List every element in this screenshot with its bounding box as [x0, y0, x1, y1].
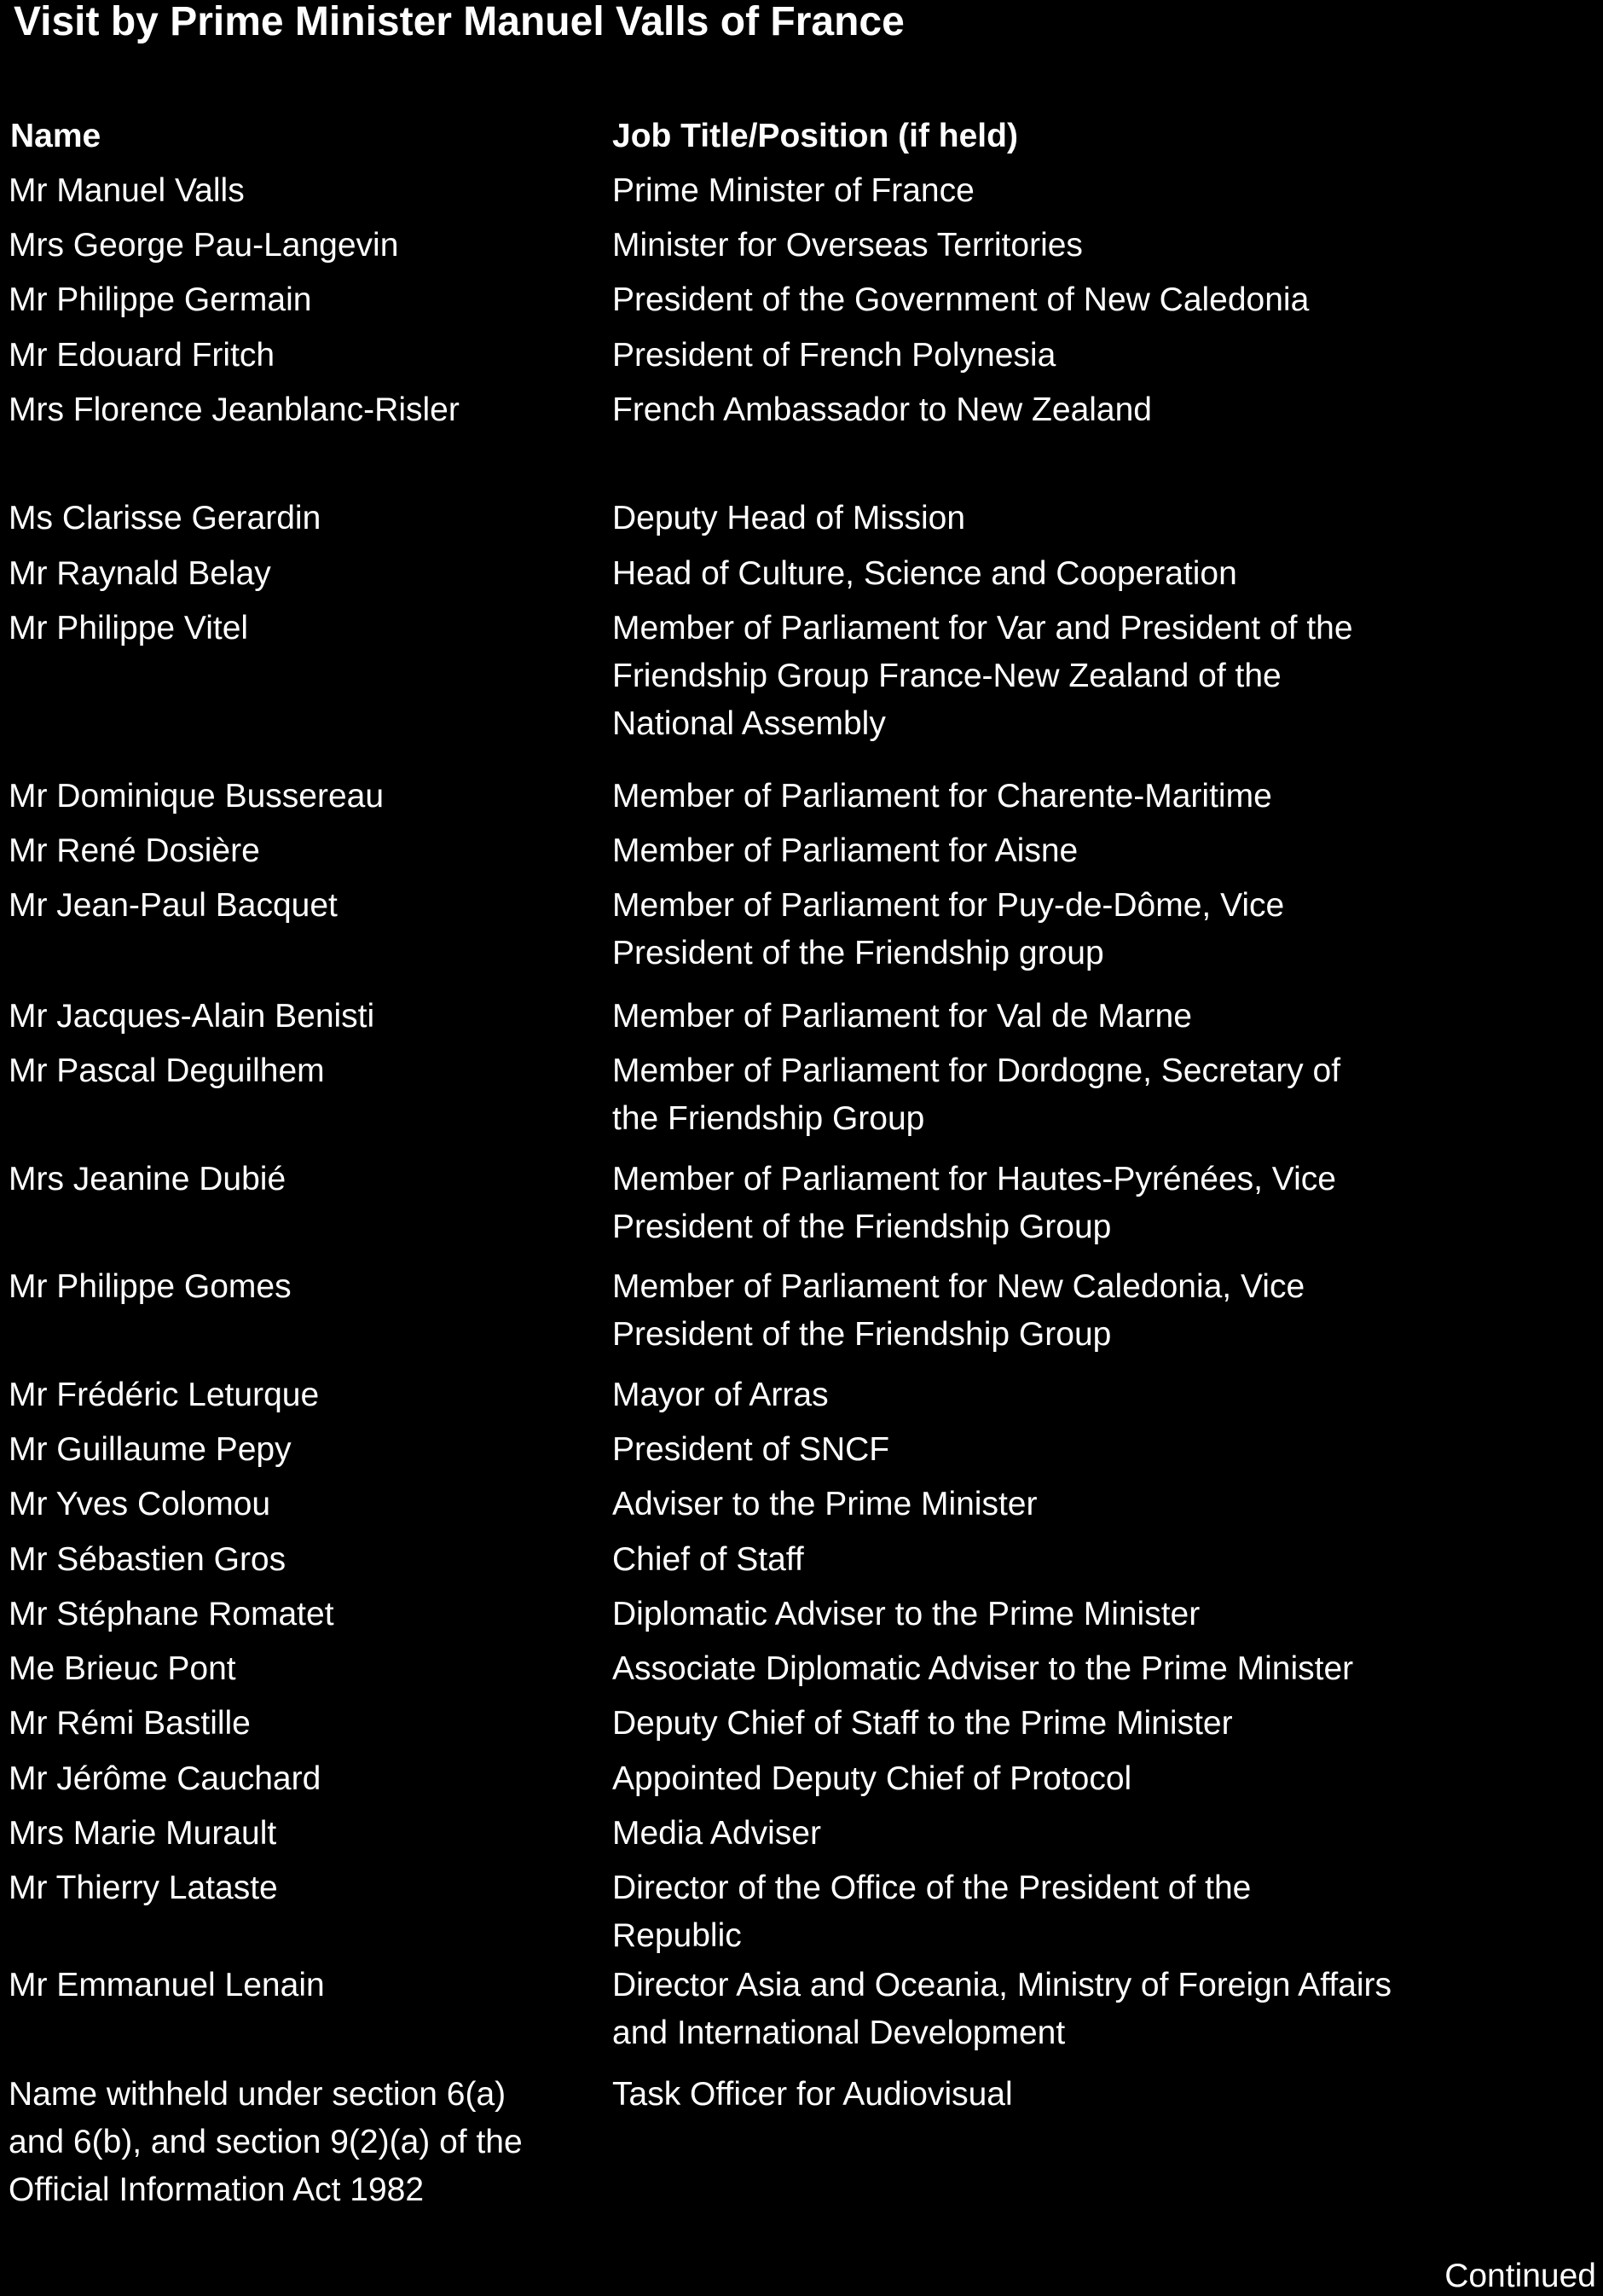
attendee-name: Mr Thierry Lataste: [9, 1870, 278, 1906]
attendee-position: Chief of Staff: [612, 1541, 804, 1578]
attendee-position: Member of Parliament for Puy-de-Dôme, Vice President of the Friendship group: [612, 887, 1285, 971]
attendee-name: Mr Pascal Deguilhem: [9, 1052, 325, 1089]
attendee-position: Diplomatic Adviser to the Prime Minister: [612, 1596, 1201, 1632]
attendee-name: Mr Edouard Fritch: [9, 337, 275, 374]
attendee-name: Ms Clarisse Gerardin: [9, 500, 321, 536]
attendee-name: Mr Sébastien Gros: [9, 1541, 286, 1578]
attendee-position: Deputy Chief of Staff to the Prime Minister: [612, 1705, 1233, 1742]
column-headers: [0, 116, 1603, 157]
attendee-position: Director of the Office of the President of the Republic: [612, 1870, 1252, 1954]
attendee-name: Mr Philippe Gomes: [9, 1268, 292, 1305]
attendee-name: Mr Frédéric Leturque: [9, 1377, 320, 1413]
attendee-position: Mayor of Arras: [612, 1377, 829, 1413]
attendee-name: Mrs Marie Murault: [9, 1815, 277, 1852]
attendee-position: Media Adviser: [612, 1815, 821, 1852]
attendee-position: Member of Parliament for Charente-Maritime: [612, 778, 1272, 815]
attendee-position: Associate Diplomatic Adviser to the Prime Minister: [612, 1650, 1354, 1687]
attendee-name: Mr Philippe Vitel: [9, 610, 249, 646]
attendee-name: Mr Jacques-Alain Benisti: [9, 998, 375, 1035]
attendee-name: Mr Emmanuel Lenain: [9, 1967, 325, 2003]
attendee-name: Mr Stéphane Romatet: [9, 1596, 334, 1632]
attendee-name: Name withheld under section 6(a) and 6(b), and section 9(2)(a) of the Official Information Act 1982: [9, 2076, 523, 2208]
attendee-position: French Ambassador to New Zealand: [612, 391, 1152, 428]
attendee-position: President of French Polynesia: [612, 337, 1056, 374]
name-column-header: Name: [10, 118, 101, 154]
attendee-name: Mrs Florence Jeanblanc-Risler: [9, 391, 460, 428]
attendee-name: Mr Jérôme Cauchard: [9, 1760, 321, 1797]
attendee-position: Member of Parliament for Aisne: [612, 832, 1079, 869]
attendee-position: Appointed Deputy Chief of Protocol: [612, 1760, 1132, 1797]
attendee-name: Mr Jean-Paul Bacquet: [9, 887, 338, 924]
attendee-position: Minister for Overseas Territories: [612, 227, 1083, 264]
attendee-position: Director Asia and Oceania, Ministry of Foreign Affairs and International Development: [612, 1967, 1392, 2051]
attendee-position: Member of Parliament for Var and President of the Friendship Group France-New Zealand of the National Assembly: [612, 610, 1353, 742]
attendee-position: Task Officer for Audiovisual: [612, 2076, 1013, 2113]
page-title: Visit by Prime Minister Manuel Valls of France: [14, 0, 905, 44]
attendee-name: Mr Guillaume Pepy: [9, 1431, 292, 1468]
attendee-name: Me Brieuc Pont: [9, 1650, 236, 1687]
attendee-position: Adviser to the Prime Minister: [612, 1486, 1038, 1522]
attendee-position: President of the Government of New Caledonia: [612, 281, 1310, 318]
attendee-name: Mrs Jeanine Dubié: [9, 1161, 286, 1197]
continued-label: Continued: [1444, 2258, 1596, 2294]
attendee-position: Prime Minister of France: [612, 172, 975, 209]
attendee-name: Mr Rémi Bastille: [9, 1705, 251, 1742]
attendee-position: Member of Parliament for Dordogne, Secretary of the Friendship Group: [612, 1052, 1341, 1137]
attendee-name: Mr Manuel Valls: [9, 172, 245, 209]
attendee-position: Deputy Head of Mission: [612, 500, 966, 536]
attendee-name: Mr René Dosière: [9, 832, 260, 869]
attendee-position: Head of Culture, Science and Cooperation: [612, 555, 1237, 592]
attendee-position: Member of Parliament for Hautes-Pyrénées, Vice President of the Friendship Group: [612, 1161, 1336, 1245]
attendee-name: Mr Raynald Belay: [9, 555, 271, 592]
attendee-position: President of SNCF: [612, 1431, 890, 1468]
attendee-name: Mr Philippe Germain: [9, 281, 312, 318]
attendee-name: Mrs George Pau-Langevin: [9, 227, 399, 264]
attendee-position: Member of Parliament for Val de Marne: [612, 998, 1192, 1035]
attendee-name: Mr Dominique Bussereau: [9, 778, 385, 815]
attendee-name: Mr Yves Colomou: [9, 1486, 271, 1522]
attendee-position: Member of Parliament for New Caledonia, Vice President of the Friendship Group: [612, 1268, 1305, 1353]
position-column-header: Job Title/Position (if held): [612, 118, 1018, 154]
